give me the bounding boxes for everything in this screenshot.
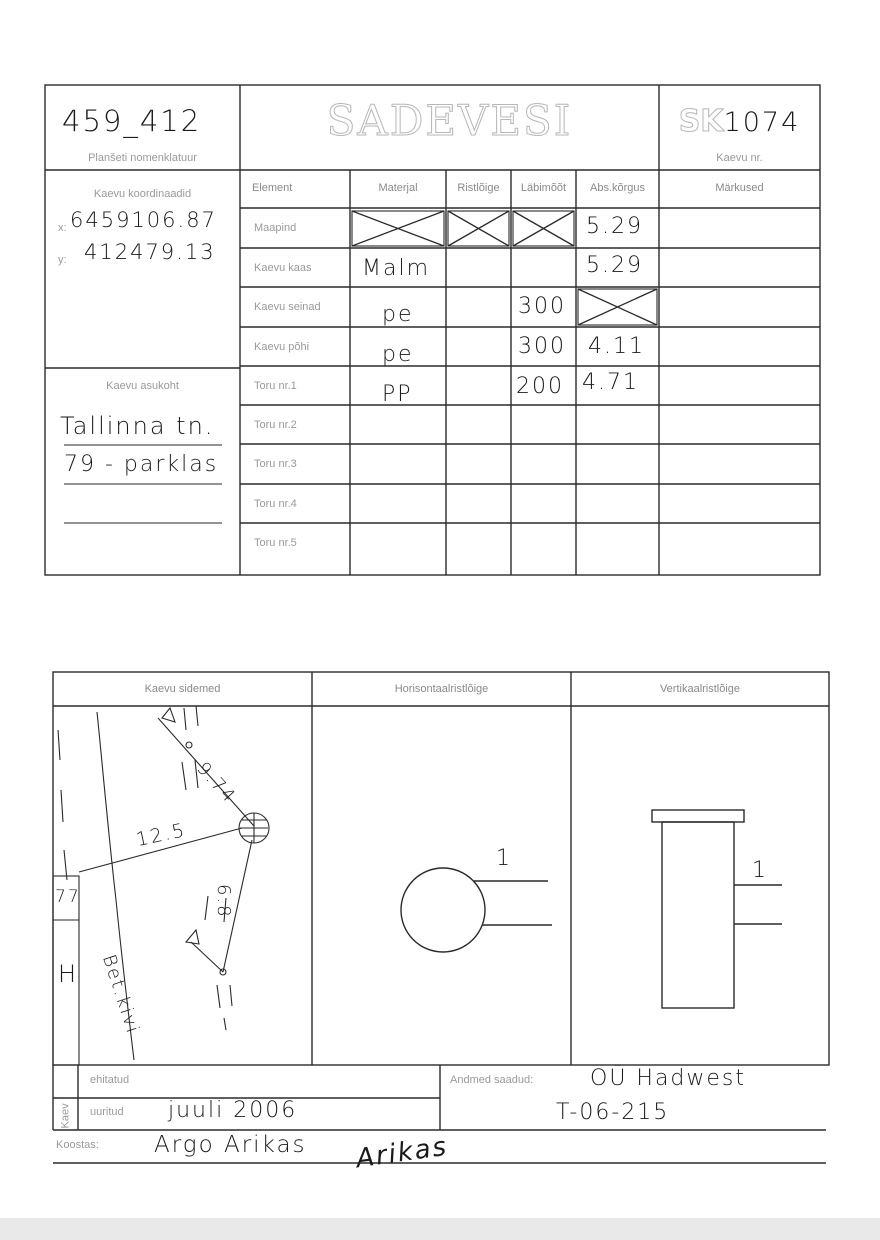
side-label: Kaev (59, 1103, 72, 1129)
row-label: Toru nr.1 (254, 380, 297, 392)
pipe-label-horizontal: 1 (496, 846, 512, 871)
cell-diameter: 300 (518, 294, 566, 319)
pipe-label-vertical: 1 (752, 858, 768, 883)
location-line1: Tallinna tn. (60, 412, 215, 440)
row-label: Maapind (254, 222, 297, 234)
cell-material: PP (382, 382, 413, 407)
sketch-mark-h: H (58, 960, 79, 988)
form-title: SADEVESI (326, 96, 573, 145)
cell-abs-height: 5.29 (586, 253, 643, 278)
data-source-code: T-06-215 (556, 1100, 670, 1125)
y-label: y: (58, 254, 67, 266)
row-label: Kaevu kaas (254, 262, 312, 274)
x-label: x: (58, 222, 67, 234)
sketch-mark-77: 77 (55, 887, 81, 907)
compiled-value: Argo Arikas (154, 1132, 307, 1158)
built-label: ehitatud (90, 1074, 130, 1086)
col1-label: Kaevu sidemed (144, 683, 221, 695)
cell-material: pe (382, 342, 414, 367)
cell-abs-height: 5.29 (586, 214, 643, 239)
plansheet-label: Planšeti nomenklatuur (88, 152, 197, 164)
location-label: Kaevu asukoht (106, 380, 179, 392)
row-label: Toru nr.5 (254, 537, 297, 549)
y-value: 412479.13 (84, 240, 216, 264)
cell-abs-height: 4.71 (582, 370, 639, 395)
well-label: Kaevu nr. (716, 152, 763, 164)
coords-label: Kaevu koordinaadid (93, 188, 192, 200)
col2-label: Horisontaalristlõige (394, 683, 489, 695)
location-line2: 79 - parklas (64, 452, 219, 477)
row-label: Kaevu seinad (254, 301, 321, 313)
compiled-label: Koostas: (56, 1139, 99, 1151)
data-source-label: Andmed saadud: (450, 1074, 534, 1086)
data-source-company: OÜ Hadwest (590, 1066, 747, 1091)
scan-edge (0, 1218, 880, 1240)
col-diameter: Läbimõõt (520, 182, 567, 194)
cell-diameter: 300 (518, 334, 566, 359)
well-number-box (659, 104, 820, 139)
cell-diameter: 200 (516, 374, 564, 399)
cell-material: Malm (362, 256, 431, 281)
well-number: 1074 (723, 107, 801, 138)
col-material: Materjal (378, 182, 418, 194)
row-label: Toru nr.2 (254, 419, 297, 431)
sketch-street-label: Bet.kivi (98, 952, 144, 1038)
col-abs-height: Abs.kõrgus (589, 182, 646, 194)
row-label: Kaevu põhi (254, 341, 310, 353)
col-cross-section: Ristlõige (457, 182, 500, 194)
col-notes: Märkused (715, 182, 764, 194)
surveyed-value: juuli 2006 (168, 1098, 298, 1123)
sketch-dist-a: 9.74 (192, 758, 241, 808)
signature-text: Arikas (354, 1131, 450, 1175)
row-label: Toru nr.3 (254, 458, 297, 470)
surveyed-label: uuritud (90, 1106, 124, 1118)
well-prefix: SK (678, 104, 724, 139)
sketch-dist-c: 6.8 (213, 884, 234, 919)
row-label: Toru nr.4 (254, 498, 297, 510)
col-element: Element (252, 182, 293, 194)
cell-material: pe (382, 302, 414, 327)
cell-abs-height: 4.11 (588, 334, 645, 359)
x-value: 6459106.87 (70, 208, 217, 232)
col3-label: Vertikaalristlõige (659, 683, 741, 695)
sketch-dist-b: 12.5 (134, 819, 189, 851)
plansheet-value: 459_412 (62, 104, 202, 138)
